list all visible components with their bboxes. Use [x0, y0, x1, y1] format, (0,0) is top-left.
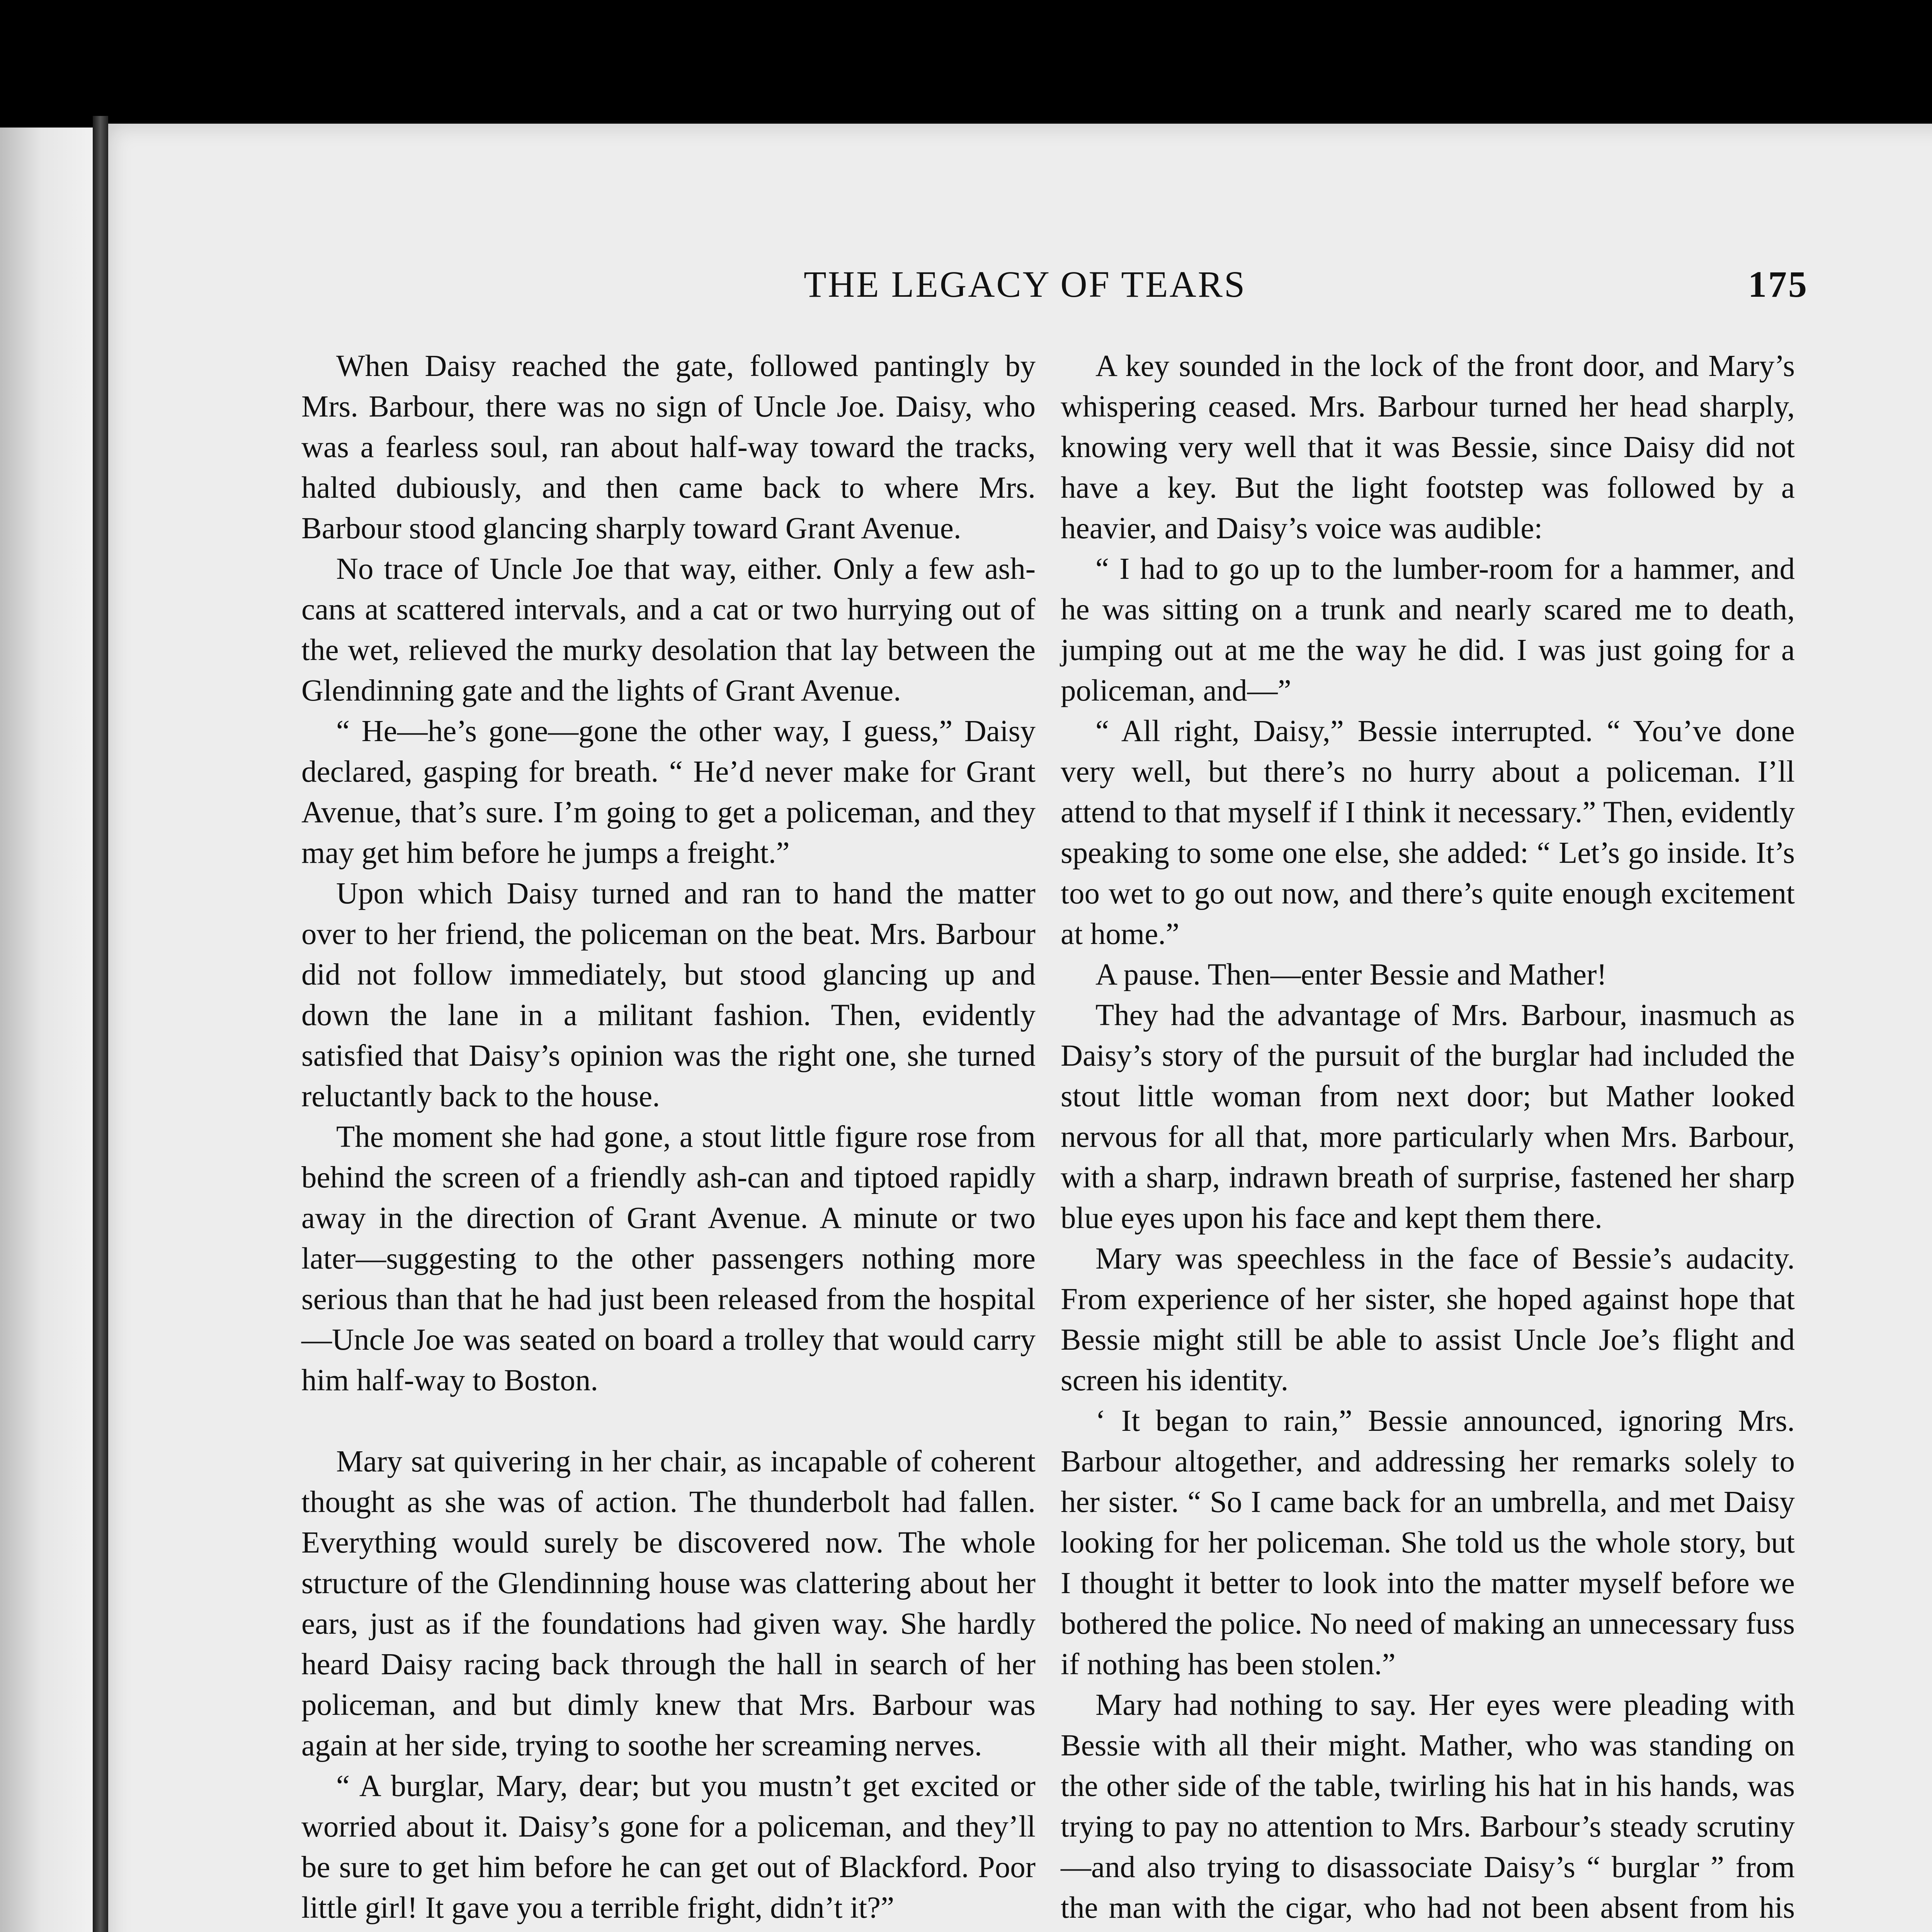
- paragraph: “ A burglar, Mary, dear; but you mustn’t get excited or worried about it. Daisy’s gone for a policeman, and they’ll be sure to get him before he can get out of Blackford. Poor little girl! It gave you a terrible fright, didn’t it?”: [301, 1769, 1036, 1925]
- book-gutter: [93, 116, 108, 1932]
- paragraph: They had the advantage of Mrs. Barbour, inasmuch as Daisy’s story of the pursuit of the burglar had included the stout little woman from next door; but Mather looked nervous for all that, more particularly when Mrs. Barbour, with a sharp, indrawn breath of surprise, fastened her sharp blue eyes upon his face and kept them there.: [1061, 998, 1795, 1235]
- left-text-column: [301, 346, 1036, 1932]
- paragraph: When Daisy reached the gate, followed pantingly by Mrs. Barbour, there was no sign of Uncle Joe. Daisy, who was a fearless soul, ran about half-way toward the tracks, halted dubiously, and then came back to where Mrs. Barbour stood glancing sharply toward Grant Avenue.: [301, 349, 1036, 545]
- paragraph: Mary sat quivering in her chair, as incapable of coherent thought as she was of action. The thunderbolt had fallen. Everything would surely be discovered now. The whole structure of the Glendinning house was clattering about her ears, just as if the foundations had given way. She hardly heard Daisy racing back through the hall in search of her policeman, and but dimly knew that Mrs. Barbour was again at her side, trying to soothe her screaming nerves.: [301, 1445, 1036, 1762]
- paragraph: Mary was speechless in the face of Bessie’s audacity. From experience of her sister, she hoped against hope that Bessie might still be able to assist Uncle Joe’s flight and screen his identity.: [1061, 1242, 1795, 1397]
- paragraph: A pause. Then—enter Bessie and Mather!: [1095, 958, 1607, 992]
- paragraph: “ All right, Daisy,” Bessie interrupted. “ You’ve done very well, but there’s no hurry about a policeman. I’ll attend to that myself if I think it necessary.” Then, evidently speaking to some one else, she added: “ Let’s go inside. It’s too wet to go out now, and there’s quite enough excitement at home.”: [1061, 714, 1795, 951]
- paragraph: [301, 1928, 1036, 1932]
- facing-page-edge: [0, 128, 93, 1932]
- right-text-column: [1061, 346, 1795, 1932]
- paragraph: Upon which Daisy turned and ran to hand the matter over to her friend, the policeman on the beat. Mrs. Barbour did not follow immediately, but stood glancing up and down the lane in a militant fashion. Then, evidently satisfied that Daisy’s opinion was the right one, she turned reluctantly back to the house.: [301, 877, 1036, 1113]
- paragraph: A key sounded in the lock of the front door, and Mary’s whispering ceased. Mrs. Barbour turned her head sharply, knowing very well that it was Bessie, since Daisy did not have a key. But the light footstep was followed by a heavier, and Daisy’s voice was audible:: [1061, 349, 1795, 545]
- page-number: 175: [1748, 264, 1808, 305]
- paragraph: Mary had nothing to say. Her eyes were pleading with Bessie with all their might. Mather, who was standing on the other side of the table, twirling his hat in his hands, was trying to pay no attention to Mrs. Barbour’s steady scrutiny—and also trying to disassociate Daisy’s “ burglar ” from the man with the cigar, who had not been absent from his: [1061, 1688, 1795, 1925]
- running-title: THE LEGACY OF TEARS: [804, 264, 1247, 305]
- paragraph: No trace of Uncle Joe that way, either. Only a few ash-cans at scattered intervals, and a cat or two hurrying out of the wet, relieved the murky desolation that lay between the Glendinning gate and the lights of Grant Avenue.: [301, 552, 1036, 707]
- running-header: [301, 263, 1808, 317]
- paragraph: “ I had to go up to the lumber-room for a hammer, and he was sitting on a trunk and nearly scared me to death, jumping out at me the way he did. I was just going for a policeman, and—”: [1061, 552, 1795, 707]
- paragraph: ‘ It began to rain,” Bessie announced, ignoring Mrs. Barbour altogether, and addressing her remarks solely to her sister. “ So I came back for an umbrella, and met Daisy looking for her policeman. She told us the whole story, but I thought it better to look into the matter myself before we bothered the police. No need of making an unnecessary fuss if nothing has been stolen.”: [1061, 1404, 1795, 1681]
- paragraph: “ He—he’s gone—gone the other way, I guess,” Daisy declared, gasping for breath. “ He’d never make for Grant Avenue, that’s sure. I’m going to get a policeman, and they may get him before he jumps a freight.”: [301, 714, 1036, 870]
- paragraph: The moment she had gone, a stout little figure rose from behind the screen of a friendly ash-can and tiptoed rapidly away in the direction of Grant Avenue. A minute or two later—suggesting to the other passengers nothing more serious than that he had just been released from the hospital—Uncle Joe was seated on board a trolley that would carry him half-way to Boston.: [301, 1120, 1036, 1397]
